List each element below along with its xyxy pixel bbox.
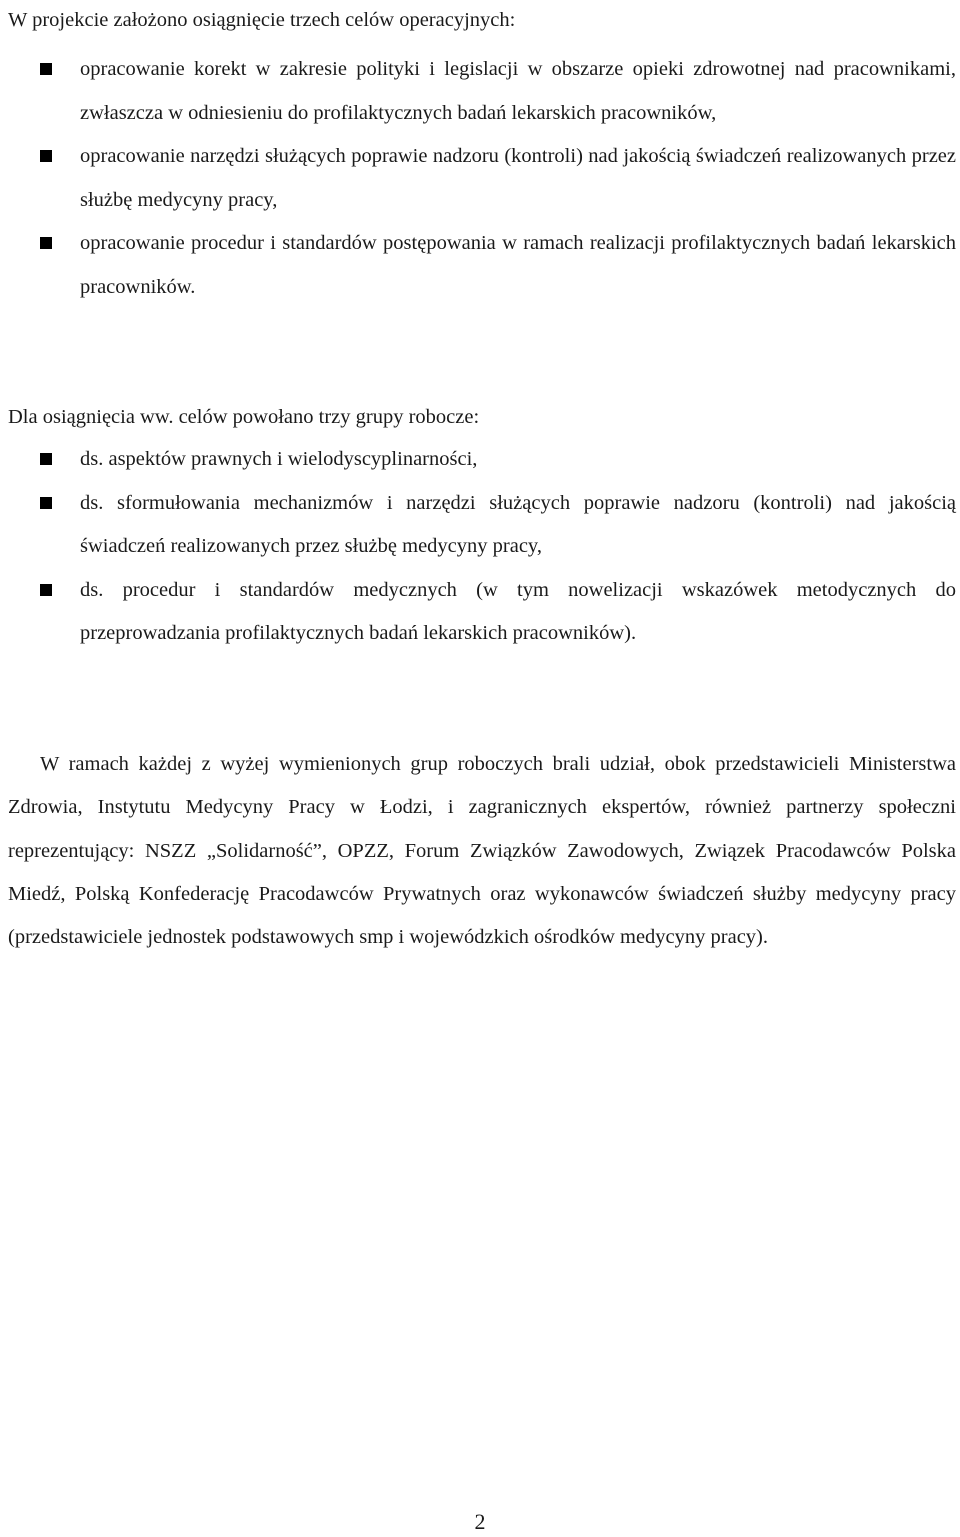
list-item [0,48,956,135]
square-bullet-icon [40,584,52,596]
intro-paragraph: W projekcie założono osiągnięcie trzech celów operacyjnych: [8,9,516,31]
closing-paragraph: W ramach każdej z wyżej wymienionych grup roboczych brali udział, obok przedstawicieli Ministerstwa Zdrowia, Instytutu Medycyny Pracy w Łodzi, i zagranicznych ekspertów, również partnerzy społeczni reprezentujący: NSZZ „Solidarność”, OPZZ, Forum Związków Zawodowych, Związek Pracodawców Polska Miedź, Polską Konfederację Pracodawców Prywatnych oraz wykonawców świadczeń służby medycyny pracy (przedstawiciele jednostek podstawowych smp i wojewódzkich ośrodków medycyny pracy). [8,753,956,949]
square-bullet-icon [40,497,52,509]
list-item [0,482,956,569]
list-item [0,222,956,309]
square-bullet-icon [40,237,52,249]
group-text: ds. procedur i standardów medycznych (w tym nowelizacji wskazówek metodycznych do przeprowadzania profilaktycznych badań lekarskich pracowników). [80,578,956,644]
list-item [0,569,956,656]
goal-text: opracowanie procedur i standardów postępowania w ramach realizacji profilaktycznych badań lekarskich pracowników. [80,232,956,298]
working-groups-list [0,438,960,656]
goal-text: opracowanie narzędzi służących poprawie nadzoru (kontroli) nad jakością świadczeń realizowanych przez służbę medycyny pracy, [80,145,956,211]
groups-heading: Dla osiągnięcia ww. celów powołano trzy grupy robocze: [8,406,480,428]
list-item [0,135,956,222]
page-number: 2 [474,1509,486,1534]
goal-text: opracowanie korekt w zakresie polityki i legislacji w obszarze opieki zdrowotnej nad pracownikami, zwłaszcza w odniesieniu do profilaktycznych badań lekarskich pracowników, [80,58,956,124]
square-bullet-icon [40,63,52,75]
group-text: ds. aspektów prawnych i wielodyscyplinarności, [80,448,478,470]
square-bullet-icon [40,150,52,162]
group-text: ds. sformułowania mechanizmów i narzędzi służących poprawie nadzoru (kontroli) nad jakością świadczeń realizowanych przez służbę medycyny pracy, [80,491,956,557]
square-bullet-icon [40,453,52,465]
list-item [0,438,956,482]
operational-goals-list [0,48,960,309]
